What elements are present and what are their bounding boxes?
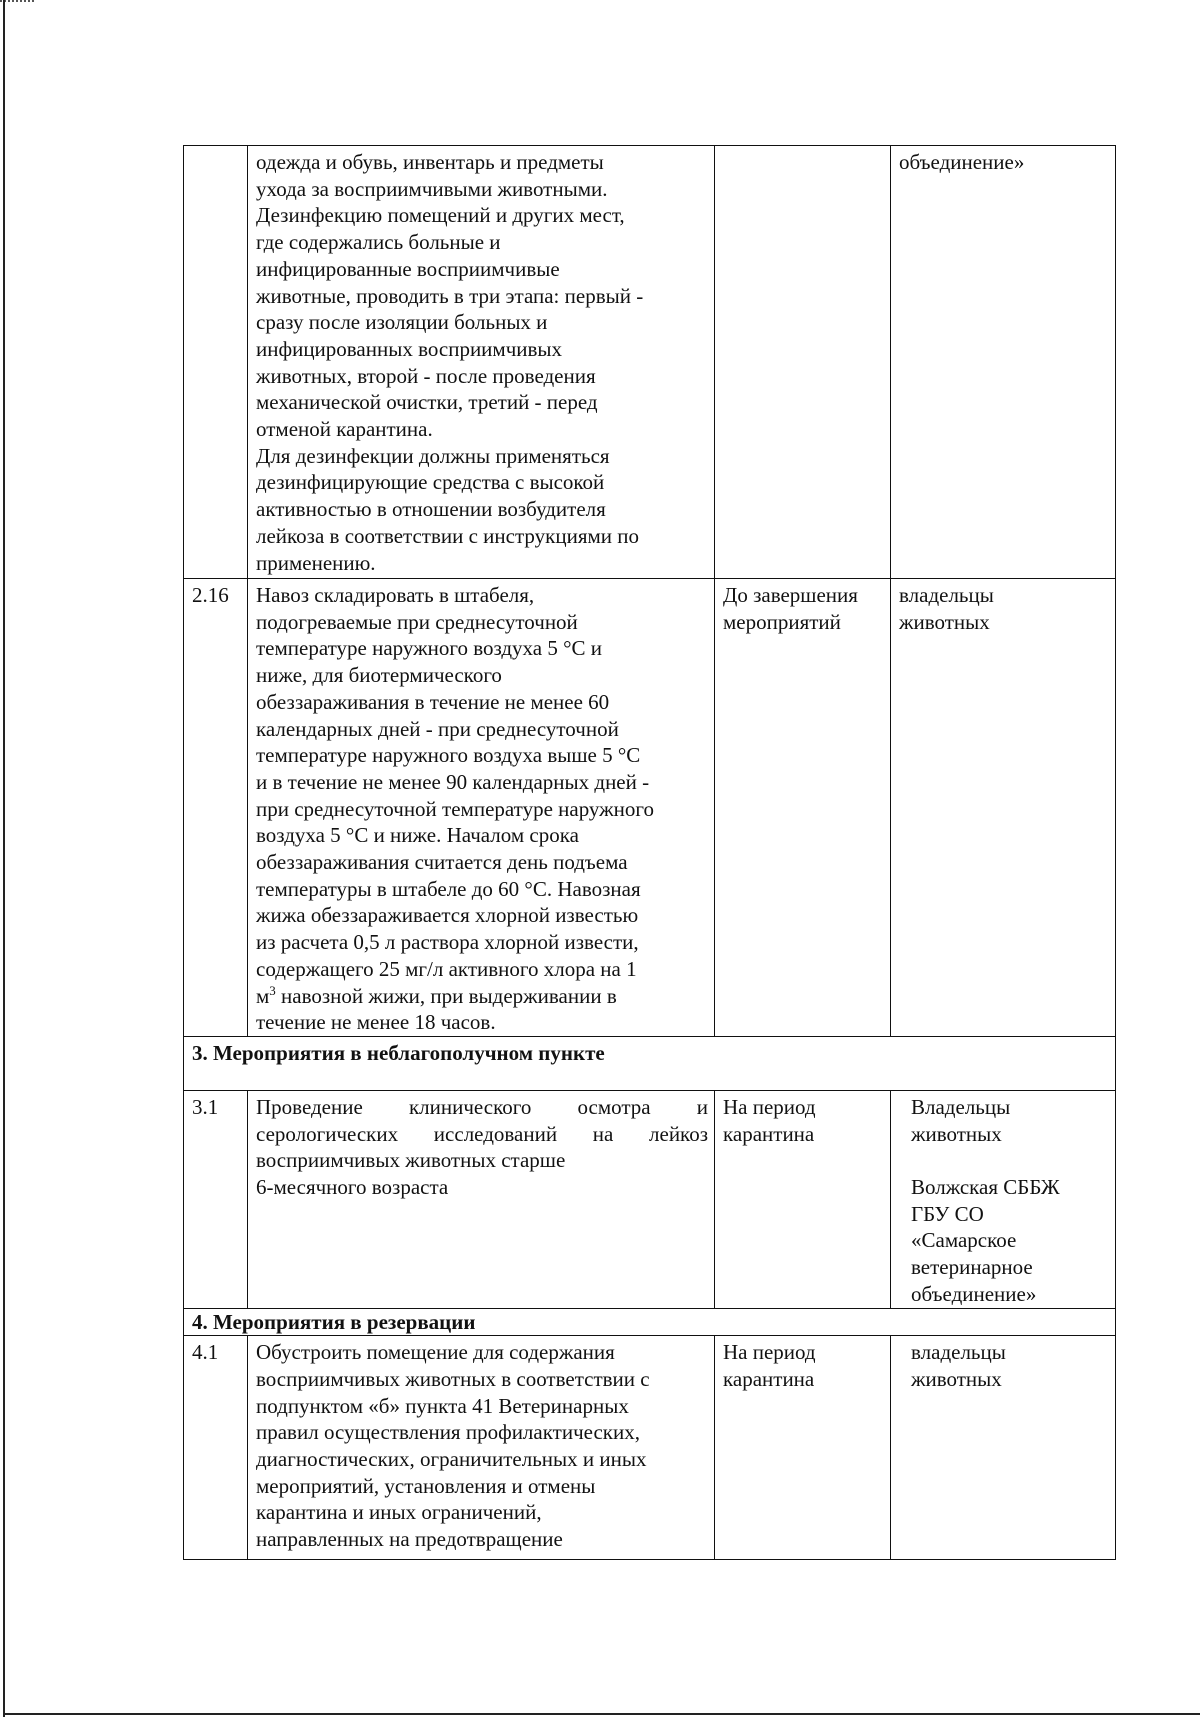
term-cell: На период карантина xyxy=(715,1090,891,1308)
term-cell xyxy=(715,146,891,579)
row-number xyxy=(184,146,248,579)
term-cell: До завершения мероприятий xyxy=(715,579,891,1037)
section-heading: 4. Мероприятия в резервации xyxy=(184,1308,1116,1336)
scan-bottom-border xyxy=(3,1713,1200,1715)
term-cell: На период карантина xyxy=(715,1336,891,1560)
responsible-cell: объединение» xyxy=(891,146,1116,579)
measure-text: Проведение клинического осмотра и серологических исследований на лейкоз восприимчивых животных старше 6-месячного возраста xyxy=(248,1090,715,1308)
section-row-3 xyxy=(184,1036,1116,1090)
section-heading: 3. Мероприятия в неблагополучном пункте xyxy=(184,1036,1116,1090)
measure-text: Обустроить помещение для содержания восприимчивых животных в соответствии с подпунктом «б» пункта 41 Ветеринарных правил осуществления профилактических, диагностических, ограничительных и иных мероприятий, установления и отмены карантина и иных ограничений, направленных на предотвращение xyxy=(248,1336,715,1560)
table-row-continuation xyxy=(184,146,1116,579)
scan-corner-mark xyxy=(0,0,34,8)
table-row-4-1 xyxy=(184,1336,1116,1560)
responsible-cell: Владельцы животных Волжская СББЖ ГБУ СО «Самарское ветеринарное объединение» xyxy=(891,1090,1116,1308)
row-number: 2.16 xyxy=(184,579,248,1037)
cubic-meter-line: $м^3$ навозной жижи, при выдерживании в xyxy=(256,982,617,1008)
table-row-3-1 xyxy=(184,1090,1116,1308)
measures-table xyxy=(183,145,1116,1560)
table-row-2-16 xyxy=(184,579,1116,1037)
responsible-cell: владельцы животных xyxy=(891,1336,1116,1560)
measure-text: одежда и обувь, инвентарь и предметы ухода за восприимчивыми животными. Дезинфекцию помещений и других мест, где содержались больные и инфицированные восприимчивые животные, проводить в три этапа: первый - сразу после изоляции больных и инфицированных восприимчивых животных, второй - после проведения механической очистки, третий - перед отменой карантина. Для дезинфекции должны применяться дезинфицирующие средства с высокой активностью в отношении возбудителя лейкоза в соответствии с инструкциями по применению. xyxy=(248,146,715,579)
scan-left-border xyxy=(3,0,5,1717)
responsible-cell: владельцы животных xyxy=(891,579,1116,1037)
section-row-4 xyxy=(184,1308,1116,1336)
row-number: 3.1 xyxy=(184,1090,248,1308)
row-number: 4.1 xyxy=(184,1336,248,1560)
measure-text: Навоз складировать в штабеля, подогреваемые при среднесуточной температуре наружного воздуха 5 °С и ниже, для биотермического обеззараживания в течение не менее 60 календарных дней - при среднесуточной температуре наружного воздуха выше 5 °С и в течение не менее 90 календарных дней - при среднесуточной температуре наружного воздуха 5 °С и ниже. Началом срока обеззараживания считается день подъема температуры в штабеле до 60 °С. Навозная жижа обеззараживается хлорной известью из расчета 0,5 л раствора хлорной извести, содержащего 25 мг/л активного хлора на 1 $м^3$ навозной жижи, при выдерживании в течение не менее 18 часов. xyxy=(248,579,715,1037)
